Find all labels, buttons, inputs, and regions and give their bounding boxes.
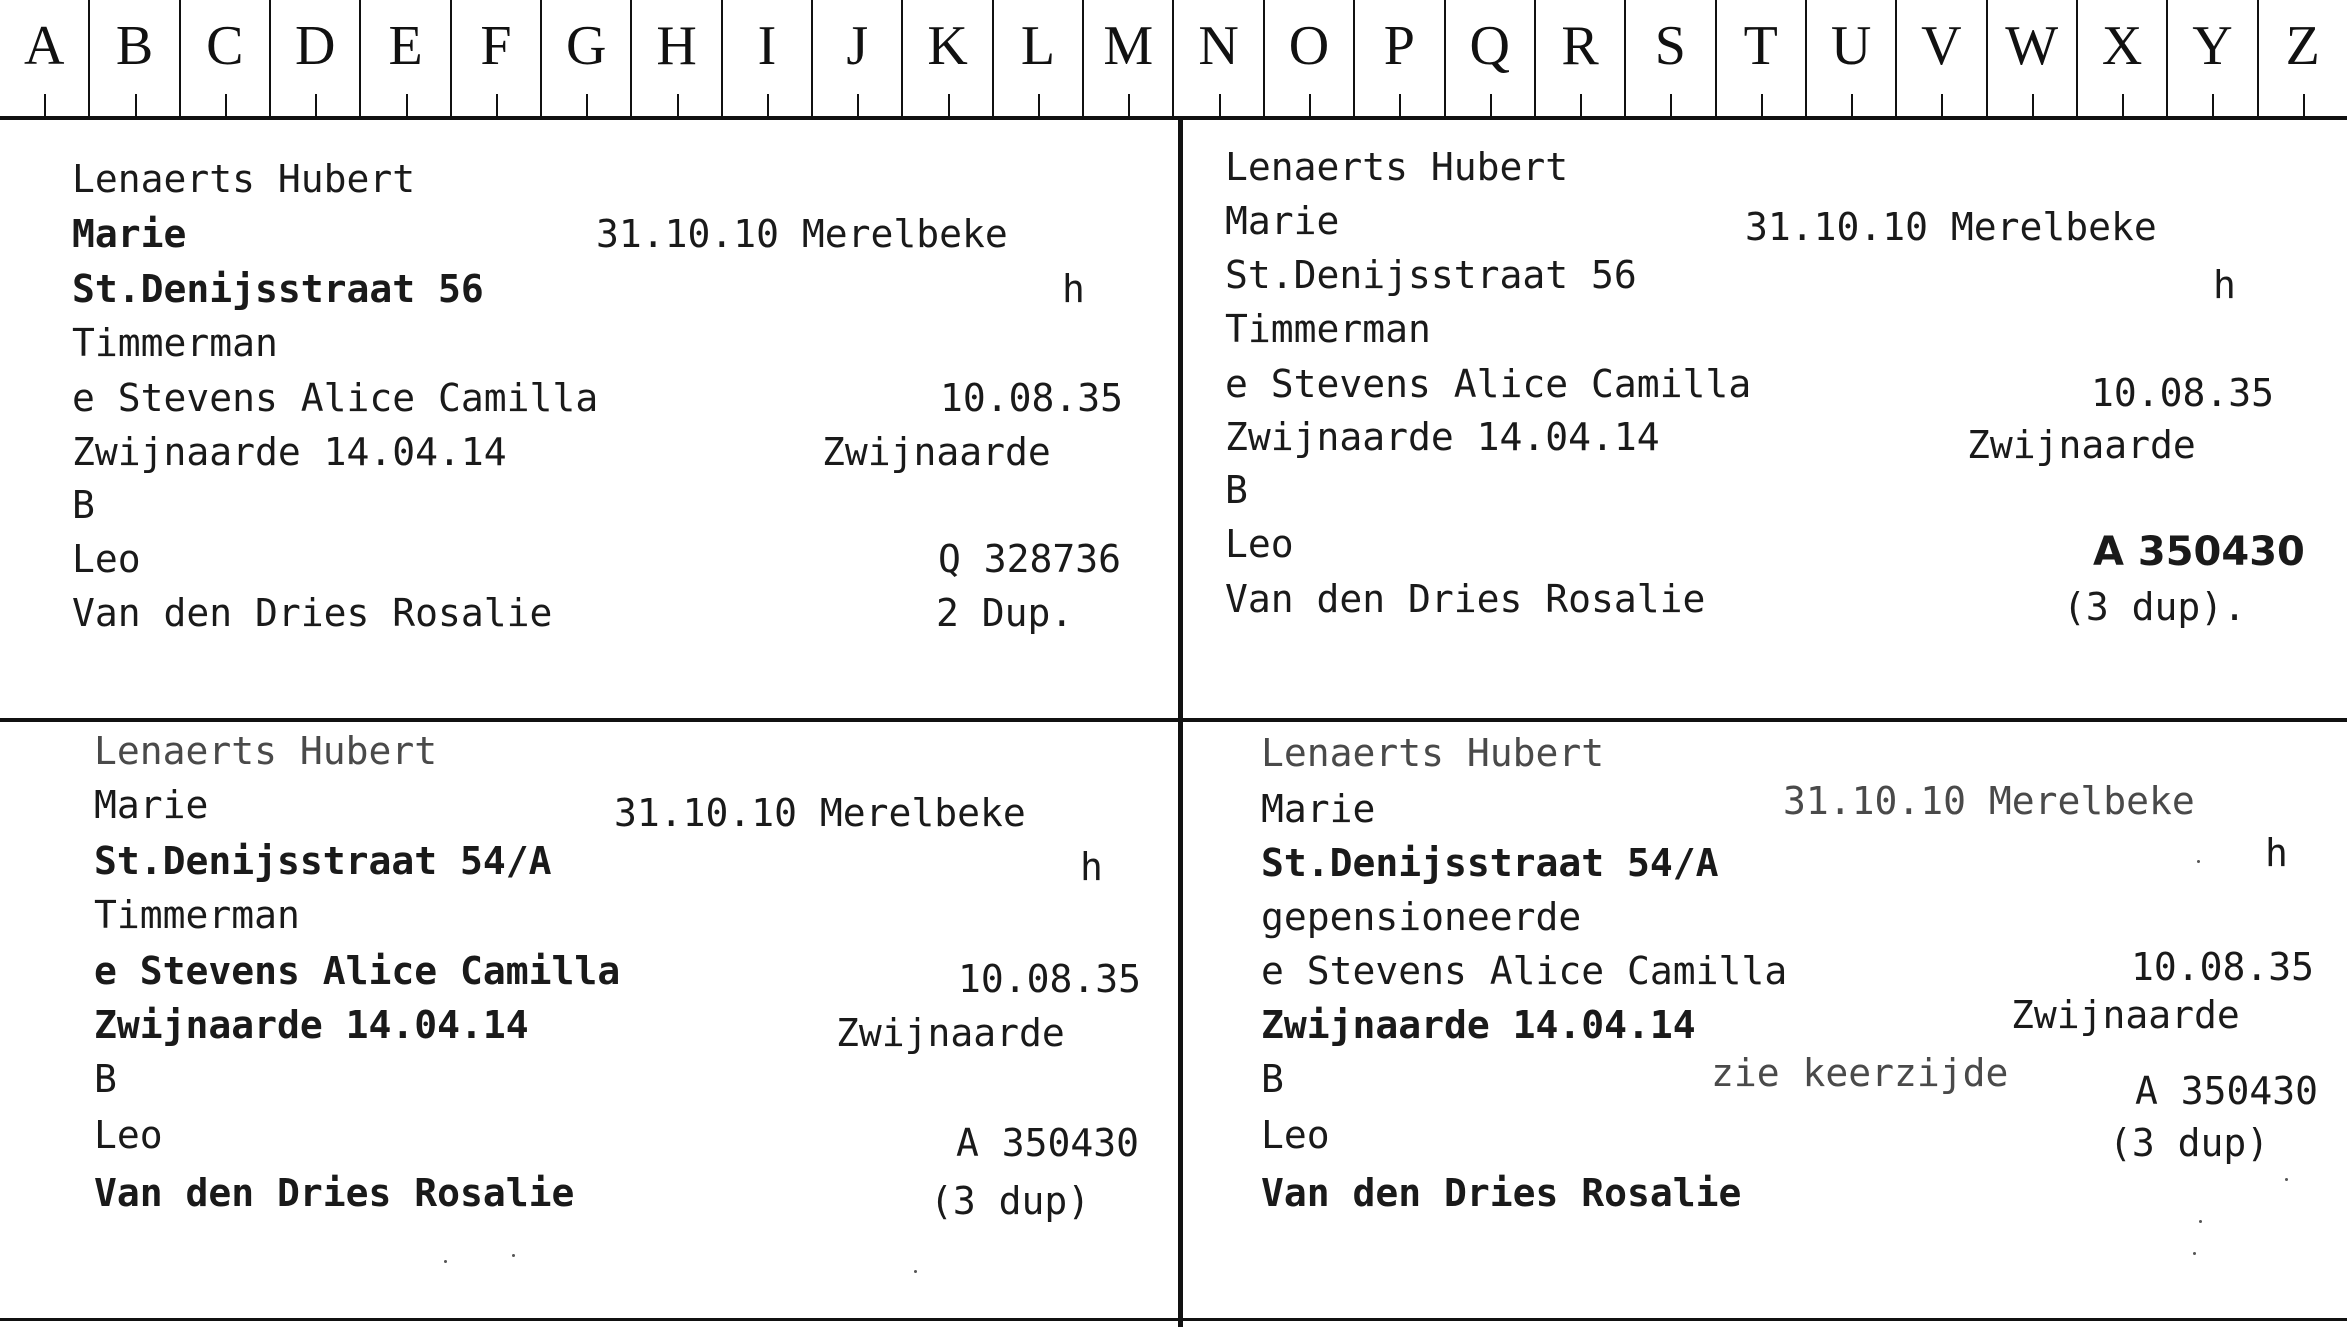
- card-mother: Van den Dries Rosalie: [1261, 1171, 1742, 1215]
- card-name: Lenaerts Hubert: [1225, 145, 1569, 189]
- card-first-name: Marie: [1225, 199, 1340, 243]
- card-birth: 31.10.10 Merelbeke: [1745, 205, 2157, 249]
- index-letter-i: I: [721, 0, 811, 116]
- index-letter-o: O: [1263, 0, 1353, 116]
- card-marriage-date: 10.08.35: [958, 957, 1142, 1001]
- card-duplicates: 2 Dup.: [936, 591, 1074, 635]
- index-letter-f: F: [450, 0, 540, 116]
- card-name: Lenaerts Hubert: [1261, 731, 1605, 775]
- card-father: Leo: [72, 537, 141, 581]
- card-duplicates: (3 dup): [930, 1179, 1091, 1223]
- index-letter-n: N: [1172, 0, 1262, 116]
- index-letter-l: L: [992, 0, 1082, 116]
- card-address: St.Denijsstraat 54/A: [1261, 841, 1719, 885]
- card-code: B: [94, 1057, 117, 1101]
- index-card-sheet: [0, 120, 2347, 1327]
- index-letter-g: G: [540, 0, 630, 116]
- card-address: St.Denijsstraat 54/A: [94, 839, 552, 883]
- index-letter-y: Y: [2166, 0, 2256, 116]
- card-spouse-birth: Zwijnaarde 14.04.14: [94, 1003, 529, 1047]
- index-card-1: [0, 120, 1178, 718]
- card-code: B: [72, 483, 95, 527]
- card-address: St.Denijsstraat 56: [72, 267, 484, 311]
- card-father: Leo: [1261, 1113, 1330, 1157]
- index-card-4: [1183, 722, 2347, 1327]
- card-spouse: e Stevens Alice Camilla: [1225, 362, 1752, 406]
- card-first-name: Marie: [72, 212, 187, 256]
- index-letter-t: T: [1715, 0, 1805, 116]
- index-card-2: [1183, 120, 2347, 718]
- card-code: B: [1225, 468, 1248, 512]
- card-spouse: e Stevens Alice Camilla: [94, 949, 621, 993]
- card-first-name: Marie: [94, 783, 209, 827]
- card-duplicates: (3 dup): [2109, 1121, 2270, 1165]
- index-letter-z: Z: [2257, 0, 2347, 116]
- card-h-mark: h: [2213, 263, 2236, 307]
- index-letter-d: D: [269, 0, 359, 116]
- card-first-name: Marie: [1261, 787, 1376, 831]
- card-spouse-birth: Zwijnaarde 14.04.14: [1225, 415, 1660, 459]
- paper-speck: [2285, 1178, 2288, 1181]
- card-code: B: [1261, 1057, 1284, 1101]
- paper-speck: [2193, 1252, 2196, 1255]
- index-letter-c: C: [179, 0, 269, 116]
- paper-speck: [2197, 860, 2200, 863]
- card-duplicates: (3 dup).: [2063, 585, 2247, 629]
- index-letter-k: K: [901, 0, 991, 116]
- card-spouse: e Stevens Alice Camilla: [1261, 949, 1788, 993]
- card-name: Lenaerts Hubert: [94, 729, 438, 773]
- card-father: Leo: [94, 1113, 163, 1157]
- card-number: A 350430: [2093, 529, 2305, 575]
- index-letter-h: H: [630, 0, 720, 116]
- card-marriage-date: 10.08.35: [940, 376, 1124, 420]
- card-h-mark: h: [2265, 831, 2288, 875]
- card-number: A 350430: [956, 1121, 1140, 1165]
- card-mother: Van den Dries Rosalie: [94, 1171, 575, 1215]
- card-number: Q 328736: [938, 537, 1122, 581]
- index-letter-u: U: [1805, 0, 1895, 116]
- card-spouse: e Stevens Alice Camilla: [72, 376, 599, 420]
- card-marriage-place: Zwijnaarde: [2011, 993, 2240, 1037]
- index-letter-v: V: [1895, 0, 1985, 116]
- alphabet-index-bar: [0, 0, 2347, 120]
- index-letter-x: X: [2076, 0, 2166, 116]
- card-spouse-birth: Zwijnaarde 14.04.14: [1261, 1003, 1696, 1047]
- index-letter-j: J: [811, 0, 901, 116]
- card-h-mark: h: [1062, 267, 1085, 311]
- index-letter-m: M: [1082, 0, 1172, 116]
- card-marriage-date: 10.08.35: [2091, 371, 2275, 415]
- index-letter-s: S: [1624, 0, 1714, 116]
- index-letter-r: R: [1534, 0, 1624, 116]
- card-spouse-birth: Zwijnaarde 14.04.14: [72, 430, 507, 474]
- index-letter-b: B: [88, 0, 178, 116]
- card-address: St.Denijsstraat 56: [1225, 253, 1637, 297]
- card-occupation: gepensioneerde: [1261, 895, 1582, 939]
- paper-speck: [914, 1270, 917, 1273]
- card-birth: 31.10.10 Merelbeke: [614, 791, 1026, 835]
- card-father: Leo: [1225, 522, 1294, 566]
- index-letter-p: P: [1353, 0, 1443, 116]
- paper-speck: [2199, 1220, 2202, 1223]
- card-h-mark: h: [1080, 845, 1103, 889]
- card-birth: 31.10.10 Merelbeke: [596, 212, 1008, 256]
- card-mother: Van den Dries Rosalie: [1225, 577, 1706, 621]
- index-letter-a: A: [0, 0, 88, 116]
- card-mother: Van den Dries Rosalie: [72, 591, 553, 635]
- index-letter-e: E: [359, 0, 449, 116]
- card-name: Lenaerts Hubert: [72, 157, 416, 201]
- card-occupation: Timmerman: [1225, 307, 1431, 351]
- index-letter-w: W: [1986, 0, 2076, 116]
- card-number: A 350430: [2135, 1069, 2319, 1113]
- card-occupation: Timmerman: [72, 321, 278, 365]
- paper-speck: [512, 1254, 515, 1257]
- card-marriage-place: Zwijnaarde: [1967, 423, 2196, 467]
- card-note: zie keerzijde: [1711, 1051, 2009, 1095]
- paper-speck: [444, 1260, 447, 1263]
- card-birth: 31.10.10 Merelbeke: [1783, 779, 2195, 823]
- card-marriage-date: 10.08.35: [2131, 945, 2315, 989]
- index-letter-q: Q: [1444, 0, 1534, 116]
- index-card-3: [0, 722, 1178, 1327]
- card-marriage-place: Zwijnaarde: [822, 430, 1051, 474]
- card-occupation: Timmerman: [94, 893, 300, 937]
- card-marriage-place: Zwijnaarde: [836, 1011, 1065, 1055]
